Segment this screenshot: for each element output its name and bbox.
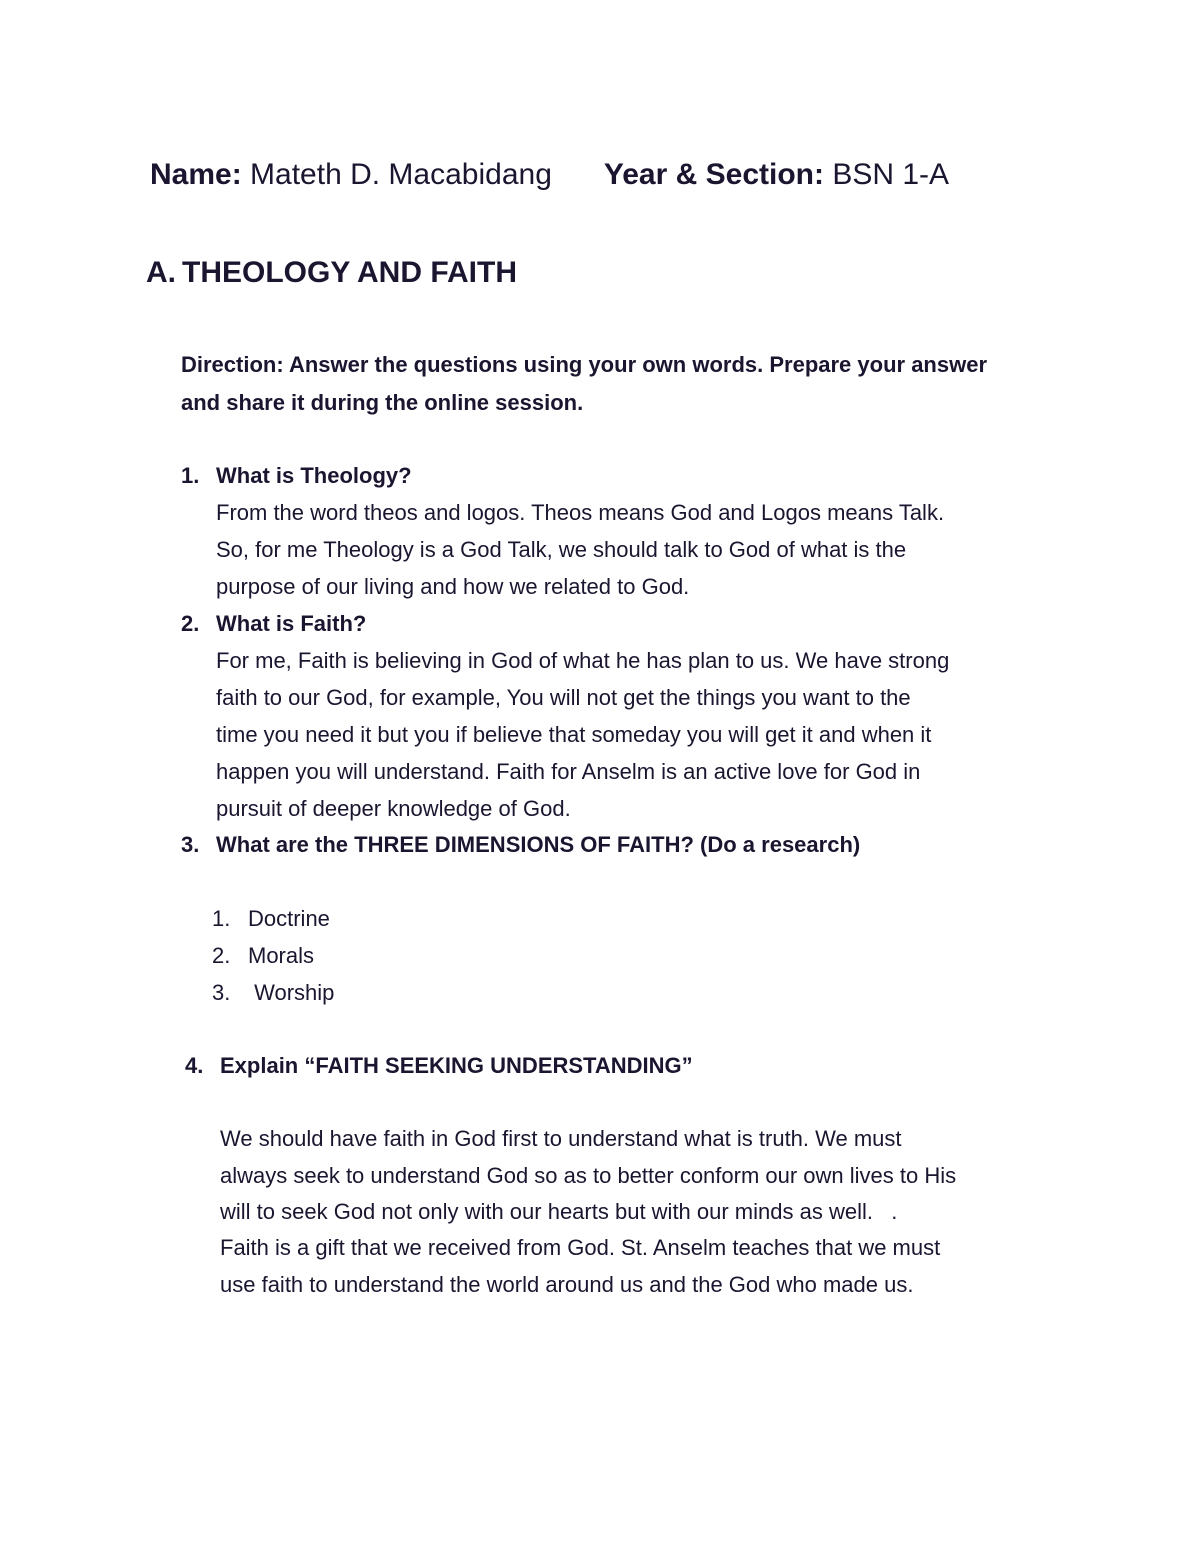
question-1 <box>181 463 412 489</box>
direction-line-1: Direction: Answer the questions using your own words. Prepare your answer <box>181 352 988 377</box>
section-title: THEOLOGY AND FAITH <box>182 256 518 289</box>
direction-line-2: and share it during the online session. <box>181 390 584 415</box>
answer-4-line-2: always seek to understand God so as to better conform our own lives to His <box>220 1163 957 1188</box>
dimension-item-3 <box>212 980 334 1006</box>
question-text: What are the THREE DIMENSIONS OF FAITH? (Do a research) <box>216 832 861 857</box>
student-info <box>150 158 949 192</box>
question-text: What is Theology? <box>216 463 412 488</box>
answer-4-line-5: use faith to understand the world around us and the God who made us. <box>220 1272 914 1297</box>
item-number: 1. <box>212 906 231 931</box>
question-text: Explain “FAITH SEEKING UNDERSTANDING” <box>220 1053 693 1078</box>
dimension-item-1 <box>212 906 330 932</box>
answer-2-line-5: pursuit of deeper knowledge of God. <box>216 796 571 821</box>
item-text: Morals <box>248 943 315 968</box>
question-number: 1. <box>181 463 200 488</box>
year-section-label: Year & Section: <box>603 158 824 191</box>
question-3 <box>181 832 860 858</box>
item-number: 3. <box>212 980 231 1005</box>
name-value: Mateth D. Macabidang <box>250 158 552 191</box>
answer-4-line-4: Faith is a gift that we received from God. St. Anselm teaches that we must <box>220 1235 941 1260</box>
answer-2-line-1: For me, Faith is believing in God of what he has plan to us. We have strong <box>216 648 950 673</box>
question-text: What is Faith? <box>216 611 367 636</box>
answer-1-line-3: purpose of our living and how we related to God. <box>216 574 690 599</box>
answer-2-line-2: faith to our God, for example, You will not get the things you want to the <box>216 685 911 710</box>
question-number: 3. <box>181 832 200 857</box>
item-text: Worship <box>248 980 335 1005</box>
answer-4-line-3: will to seek God not only with our hearts but with our minds as well. . <box>220 1199 898 1224</box>
item-text: Doctrine <box>248 906 330 931</box>
dimension-item-2 <box>212 943 314 969</box>
name-label: Name: <box>150 158 242 191</box>
answer-1-line-2: So, for me Theology is a God Talk, we should talk to God of what is the <box>216 537 907 562</box>
question-number: 4. <box>185 1053 204 1078</box>
question-number: 2. <box>181 611 200 636</box>
question-4 <box>185 1053 693 1079</box>
question-2 <box>181 611 366 637</box>
answer-1-line-1: From the word theos and logos. Theos means God and Logos means Talk. <box>216 500 945 525</box>
answer-2-line-3: time you need it but you if believe that someday you will get it and when it <box>216 722 932 747</box>
answer-4-line-1: We should have faith in God first to understand what is truth. We must <box>220 1126 902 1151</box>
item-number: 2. <box>212 943 231 968</box>
section-heading <box>146 256 517 290</box>
year-section-value: BSN 1-A <box>832 158 950 191</box>
section-letter: A. <box>146 256 176 289</box>
answer-2-line-4: happen you will understand. Faith for Anselm is an active love for God in <box>216 759 921 784</box>
